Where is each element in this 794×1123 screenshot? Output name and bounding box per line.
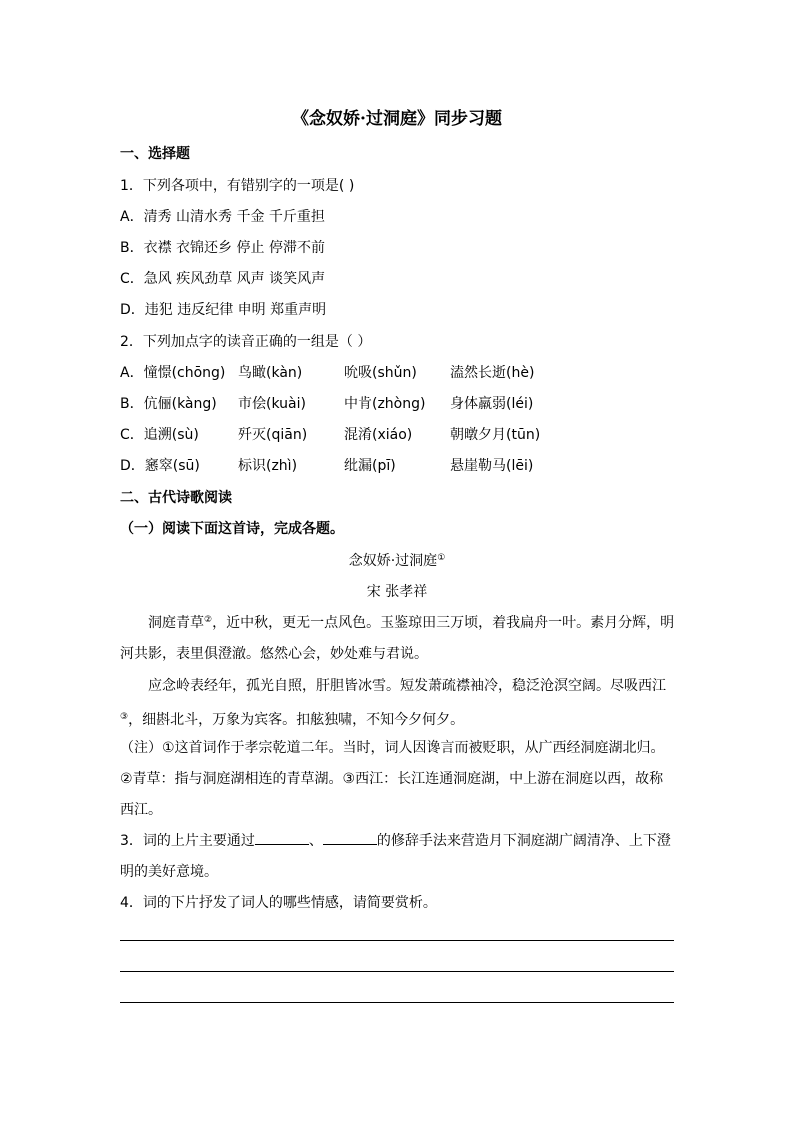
question-2-option-b xyxy=(120,395,533,413)
poem-text: ，近中秋，更无一点风色。玉鉴琼田三万顷，着我扁舟一叶。素月分辉，明河共影，表里俱澄澈。悠然心会，妙处难与君说。 xyxy=(120,615,675,662)
footnote-marker: ② xyxy=(204,615,213,625)
question-1-option-c: C．急风 疾风劲草 风声 谈笑风声 xyxy=(120,271,326,287)
poem-title xyxy=(0,550,794,570)
option-item: 吮吸(shǔn) xyxy=(344,365,417,381)
answer-line[interactable] xyxy=(120,940,674,941)
poem-title-text: 念奴娇·过洞庭 xyxy=(348,553,438,569)
option-item: 溘然长逝(hè) xyxy=(450,365,535,381)
option-item: C．追溯(sù) xyxy=(120,427,199,443)
question-1-option-a: A．清秀 山清水秀 千金 千斤重担 xyxy=(120,209,325,225)
poem-text: ，细斟北斗，万象为宾客。扣舷独啸，不知今夕何夕。 xyxy=(128,712,465,728)
answer-blank[interactable] xyxy=(323,832,377,845)
option-item: 标识(zhì) xyxy=(238,458,298,474)
question-4-stem: 4．词的下片抒发了词人的哪些情感，请简要赏析。 xyxy=(120,895,437,911)
footnote-marker: ① xyxy=(437,553,446,563)
option-item: 身体羸弱(léi) xyxy=(450,396,534,412)
option-item: 歼灭(qiān) xyxy=(238,427,308,443)
question-3-text: 、 xyxy=(308,833,323,849)
option-item: D．窸窣(sū) xyxy=(120,458,200,474)
document-title: 《念奴娇·过洞庭》同步习题 xyxy=(292,109,502,129)
question-3-text: 3．词的上片主要通过 xyxy=(120,833,255,849)
question-1-stem: 1．下列各项中，有错别字的一项是( ) xyxy=(120,178,355,194)
question-3 xyxy=(120,826,676,888)
answer-line[interactable] xyxy=(120,971,674,972)
question-2-option-a xyxy=(120,364,534,382)
footnote-marker: ③ xyxy=(120,712,129,722)
option-item: 中肯(zhòng) xyxy=(344,396,426,412)
question-2-stem: 2．下列加点字的读音正确的一组是（ ） xyxy=(120,334,372,350)
question-1-option-d: D．违犯 违反纪律 申明 郑重声明 xyxy=(120,302,327,318)
poem-stanza-1 xyxy=(120,605,676,670)
subsection-heading: （一）阅读下面这首诗，完成各题。 xyxy=(120,521,344,537)
poem-author: 宋 张孝祥 xyxy=(366,584,428,600)
question-2-option-d xyxy=(120,457,533,475)
option-item: 鸟瞰(kàn) xyxy=(238,365,303,381)
poem-text: 洞庭青草 xyxy=(148,615,204,631)
option-item: 朝暾夕月(tūn) xyxy=(450,427,541,443)
option-item: 混淆(xiáo) xyxy=(344,427,413,443)
option-item: B．伉俪(kàng) xyxy=(120,396,217,412)
section-heading-choice: 一、选择题 xyxy=(120,146,190,162)
answer-blank[interactable] xyxy=(255,832,309,845)
poem-text: 应念岭表经年，孤光自照，肝胆皆冰雪。短发萧疏襟袖冷，稳泛沧溟空阔。尽吸西江 xyxy=(148,678,666,694)
question-2-option-c xyxy=(120,426,540,444)
option-item: 悬崖勒马(lēi) xyxy=(450,458,534,474)
answer-line[interactable] xyxy=(120,1002,674,1003)
question-3-text: 的修辞手法来营造月下洞庭湖广阔清净、上下澄明的美好意境。 xyxy=(120,833,671,880)
question-1-option-b: B．衣襟 衣锦还乡 停止 停滞不前 xyxy=(120,240,325,256)
option-item: A．憧憬(chōng) xyxy=(120,365,226,381)
poem-stanza-2 xyxy=(120,671,676,736)
option-item: 纰漏(pī) xyxy=(344,458,396,474)
section-heading-poetry: 二、古代诗歌阅读 xyxy=(120,490,232,506)
poem-note: （注）①这首词作于孝宗乾道二年。当时，词人因谗言而被贬职，从广西经洞庭湖北归。②青草：指与洞庭湖相连的青草湖。③西江：长江连通洞庭湖，中上游在洞庭以西，故称西江。 xyxy=(120,740,665,818)
option-item: 市侩(kuài) xyxy=(238,396,306,412)
